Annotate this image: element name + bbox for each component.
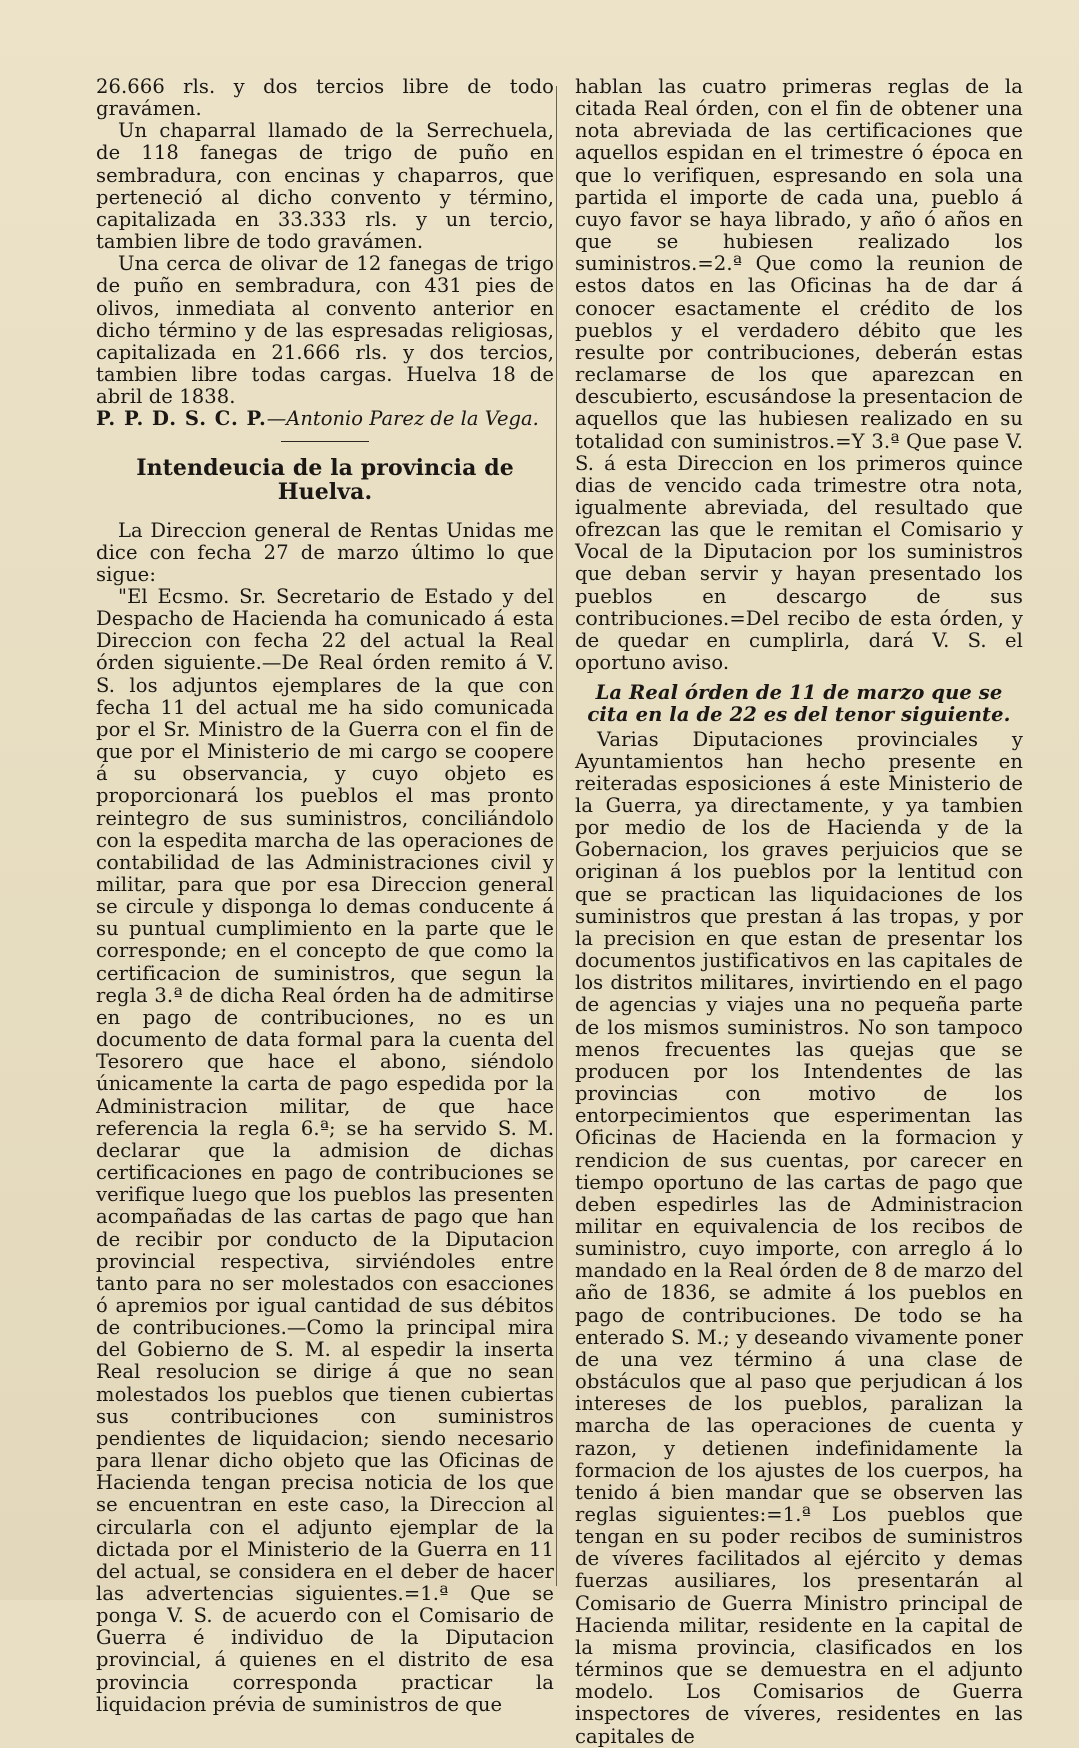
subheading: La Real órden de 11 de marzo que se cita en la de 22 es del tenor siguiente. bbox=[587, 681, 1011, 727]
left-column bbox=[96, 76, 554, 1716]
intro-paragraph: 26.666 rls. y dos tercios libre de todo gravámen. bbox=[96, 75, 554, 121]
column-divider bbox=[556, 86, 557, 1586]
section-rule bbox=[281, 441, 369, 442]
signature-line bbox=[96, 408, 554, 430]
intro-paragraph: Una cerca de olivar de 12 fanegas de trigo de puño en sembradura, con 431 pies de olivos, inmediata al convento anterior en dicho término y de las espresadas religiosas, capitalizada en 21.666 rls. y dos tercios, tambien libre todas cargas. Huelva 18 de abril de 1838. bbox=[96, 252, 554, 409]
continuation-paragraph: hablan las cuatro primeras reglas de la citada Real órden, con el fin de obtener una nota abreviada de las certificaciones que aquellos espidan en el trimestre ó época en que lo verifiquen, espresando en sola una partida el importe de cada una, pueblo á cuyo favor se haya librado, y año ó años en que se hubiesen realizado los suministros.=2.ª Que como la reunion de estos datos en las Oficinas ha de dar á conocer esactamente el crédito de los pueblos y el verdadero débito que les resulte por contribuciones, deberán estas reclamarse de los que aparezcan en descubierto, escusándose la presentacion de aquellos que las hubiesen realizado en su totalidad con suministros.=Y 3.ª Que pase V. S. á esta Direccion en los primeros quince dias de vencido cada trimestre otra nota, igualmente abreviada, del resultado que ofrezcan las que le remitan el Comisario y Vocal de la Diputacion por los suministros que deban servir y hayan presentado los pueblos en descargo de sus contribuciones.=Del recibo de esta órden, y de quedar en cumplirla, dará V. S. el oportuno aviso. bbox=[575, 75, 1023, 675]
signature-initials: P. P. D. S. C. P. bbox=[96, 407, 267, 431]
body-paragraph: Varias Diputaciones provinciales y Ayuntamientos han hecho presente en reiteradas esposiciones á este Ministerio de la Guerra, ya directamente, y ya tambien por medio de los de Hacienda y de la Gobernacion, los graves perjuicios que se originan á los pueblos por la lentitud con que se practican las liquidaciones de los suministros que prestan á las tropas, y por la precision en que estan de presentar los documentos justificativos en las capitales de los distritos militares, invirtiendo en el pago de agencias y viajes una no pequeña parte de los mismos suministros. No son tampoco menos frecuentes las quejas que se producen por los Intendentes de las provincias con motivo de los entorpecimientos que esperimentan las Oficinas de Hacienda en la formacion y rendicion de sus cuentas, por carecer en tiempo oportuno de las cartas de pago que deben espedirles las de Administracion militar en equivalencia de los recibos de suministro, cuyo importe, con arreglo á lo mandado en la Real órden de 8 de marzo del año de 1836, se admite á los pueblos en pago de contribuciones. De todo se ha enterado S. M.; y deseando vivamente poner de una vez término á una clase de obstáculos que al paso que perjudican á los intereses de los pueblos, paralizan la marcha de las operaciones de cuenta y razon, y detienen indefinidamente la formacion de los ajustes de los cuerpos, ha tenido á bien mandar que se observen las reglas siguientes:=1.ª Los pueblos que tengan en su poder recibos de suministros de víveres facilitados al ejército y demas fuerzas ausiliares, los presentarán al Comisario de Guerra Ministro principal de Hacienda militar, residente en la capital de la misma provincia, clasificados en los términos que se demuestra en el adjunto modelo. Los Comisarios de Guerra inspectores de víveres, residentes en las capitales de bbox=[575, 727, 1023, 1748]
signature-name: —Antonio Parez de la Vega. bbox=[266, 407, 539, 431]
section-heading: Intendeucia de la provincia de Huelva. bbox=[136, 454, 514, 505]
body-paragraph: La Direccion general de Rentas Unidas me dice con fecha 27 de marzo último lo que sigue: bbox=[96, 518, 554, 586]
right-column bbox=[575, 76, 1023, 1748]
intro-paragraph: Un chaparral llamado de la Serrechuela, de 118 fanegas de trigo de puño en sembradura, con encinas y chaparros, que perteneció al dicho convento y término, capitalizada en 33.333 rls. y un tercio, tambien libre de todo gravámen. bbox=[96, 119, 554, 254]
body-paragraph: "El Ecsmo. Sr. Secretario de Estado y del Despacho de Hacienda ha comunicado á esta Direccion con fecha 22 del actual la Real órden siguiente.—De Real órden remito á V. S. los adjuntos ejemplares de la que con fecha 11 del actual me ha sido comunicada por el Sr. Ministro de la Guerra con el fin de que por el Ministerio de mi cargo se coopere á su observancia, y cuyo objeto es proporcionará los pueblos el mas pronto reintegro de sus suministros, conciliándolo con la espedita marcha de las operaciones de contabilidad de las Administraciones civil y militar, para que por esa Direccion general se circule y disponga lo demas conducente á su puntual cumplimiento en la parte que le corresponde; en el concepto de que como la certificacion de suministros, que segun la regla 3.ª de dicha Real órden ha de admitirse en pago de contribuciones, no es un documento de data formal para la cuenta del Tesorero que hace el abono, siéndolo únicamente la carta de pago espedida por la Administracion militar, de que hace referencia la regla 6.ª; se ha servido S. M. declarar que la admision de dichas certificaciones en pago de contribuciones se verifique luego que los pueblos las presenten acompañadas de las cartas de pago que han de recibir por conducto de la Diputacion provincial respectiva, sirviéndoles entre tanto para no ser molestados con esacciones ó apremios por igual cantidad de sus débitos de contribuciones.—Como la principal mira del Gobierno de S. M. al espedir la inserta Real resolucion se dirige á que no sean molestados los pueblos que tienen cubiertas sus contribuciones con suministros pendientes de liquidacion; siendo necesario para llenar dicho objeto que las Oficinas de Hacienda tengan precisa noticia de los que se encuentran en este caso, la Direccion al circularla con el adjunto ejemplar de la dictada por el Ministerio de la Guerra en 11 del actual, se considera en el deber de hacer las advertencias siguientes.=1.ª Que se ponga V. S. de acuerdo con el Comisario de Guerra é individuo de la Diputacion provincial, á quienes en el distrito de esa provincia corresponda practicar la liquidacion prévia de suministros de que bbox=[96, 584, 554, 1716]
